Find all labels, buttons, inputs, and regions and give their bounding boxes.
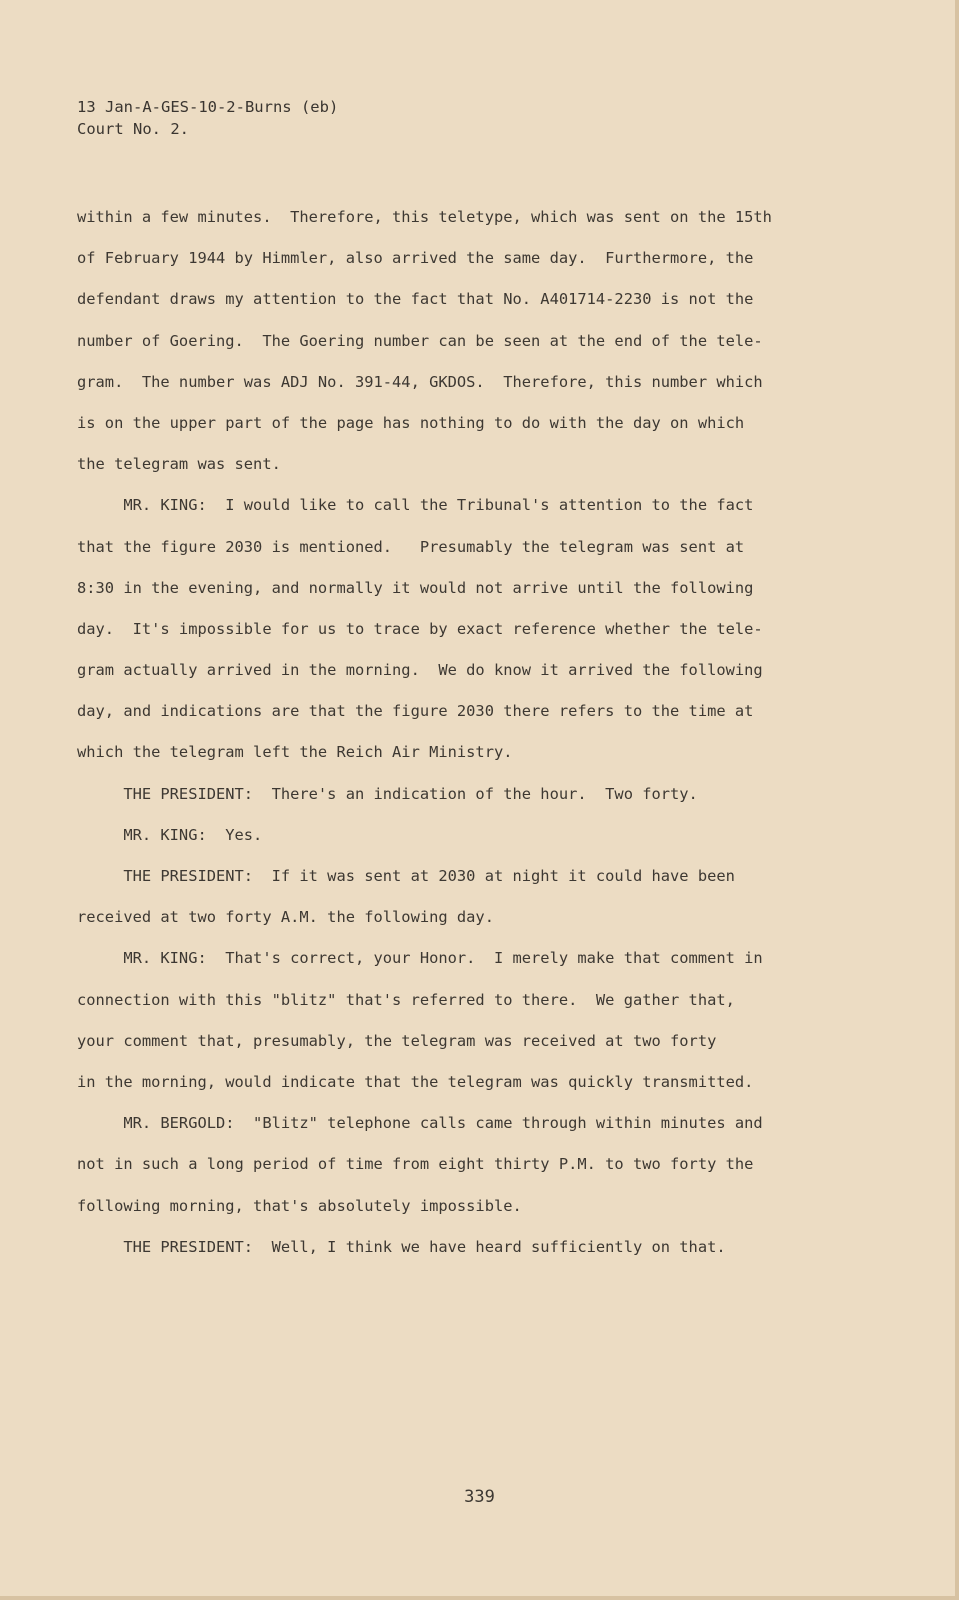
text-line: in the morning, would indicate that the telegram was quickly transmitted. [77, 1072, 754, 1091]
text-line: received at two forty A.M. the following day. [77, 908, 494, 927]
text-line: which the telegram left the Reich Air Ministry. [77, 743, 513, 762]
text-line: within a few minutes. Therefore, this teletype, which was sent on the 15th [77, 208, 772, 226]
text-line: MR. BERGOLD: "Blitz" telephone calls came through within minutes and [77, 1114, 763, 1133]
transcript-body [77, 197, 857, 1268]
text-line: defendant draws my attention to the fact that No. A401714-2230 is not the [77, 290, 754, 309]
text-line: 8:30 in the evening, and normally it would not arrive until the following [77, 578, 754, 597]
text-line: MR. KING: I would like to call the Tribunal's attention to the fact [77, 496, 754, 515]
text-line: MR. KING: That's correct, your Honor. I merely make that comment in [77, 949, 763, 968]
text-line: not in such a long period of time from eight thirty P.M. to two forty the [77, 1155, 754, 1174]
text-line: day, and indications are that the figure 2030 there refers to the time at [77, 702, 754, 721]
page-number: 339 [464, 1487, 495, 1507]
text-line: MR. KING: Yes. [77, 825, 263, 844]
text-line: that the figure 2030 is mentioned. Presumably the telegram was sent at [77, 537, 745, 556]
text-line: THE PRESIDENT: Well, I think we have heard sufficiently on that. [77, 1237, 726, 1256]
text-line: following morning, that's absolutely impossible. [77, 1196, 522, 1215]
text-line: gram actually arrived in the morning. We do know it arrived the following [77, 661, 763, 680]
text-line: the telegram was sent. [77, 455, 281, 474]
text-line: of February 1944 by Himmler, also arrived the same day. Furthermore, the [77, 249, 754, 268]
text-line: is on the upper part of the page has nothing to do with the day on which [77, 413, 745, 432]
text-line: connection with this "blitz" that's referred to there. We gather that, [77, 990, 735, 1009]
text-line: number of Goering. The Goering number can be seen at the end of the tele- [77, 331, 763, 350]
text-line: THE PRESIDENT: If it was sent at 2030 at night it could have been [77, 867, 735, 885]
text-line: THE PRESIDENT: There's an indication of the hour. Two forty. [77, 784, 698, 803]
text-line: gram. The number was ADJ No. 391-44, GKDOS. Therefore, this number which [77, 372, 763, 391]
page-edge-bottom [0, 1596, 959, 1600]
text-line: your comment that, presumably, the telegram was received at two forty [77, 1031, 717, 1050]
header-line-1: 13 Jan-A-GES-10-2-Burns (eb) [77, 98, 339, 116]
header-line-2: Court No. 2. [77, 120, 189, 138]
document-header [77, 96, 338, 140]
text-line: day. It's impossible for us to trace by exact reference whether the tele- [77, 619, 763, 638]
page-edge-right [955, 0, 959, 1600]
